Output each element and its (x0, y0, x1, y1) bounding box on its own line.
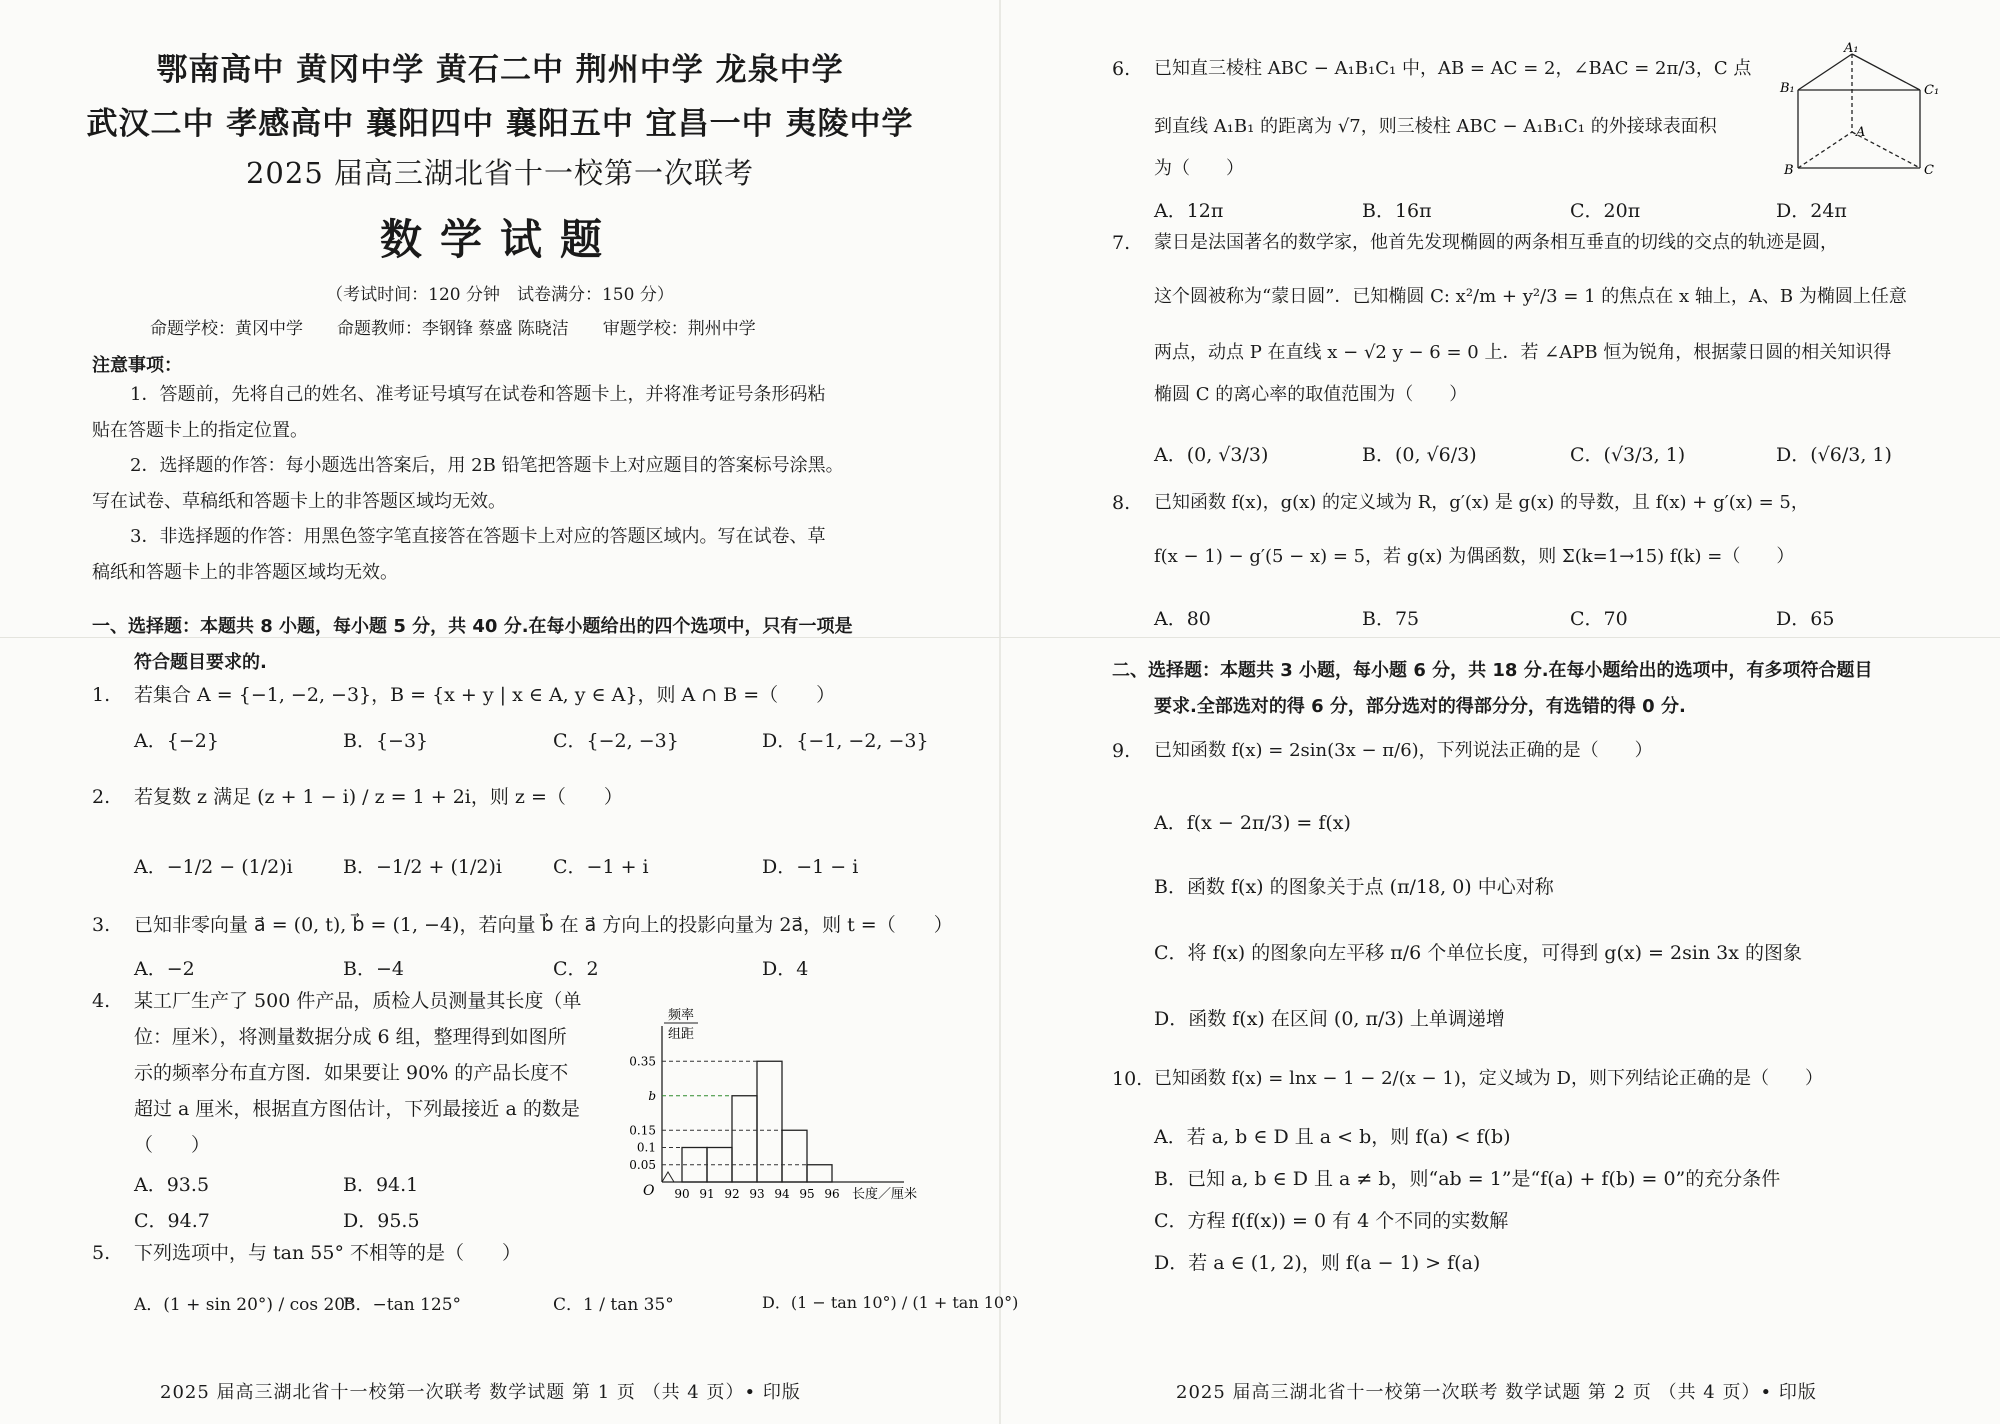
histogram-xlabel: 长度／厘米 (852, 1187, 918, 1202)
q8-option-d: D．65 (1776, 608, 1835, 630)
vertex-a: A (1856, 125, 1866, 140)
histogram-ylabel-bottom: 组距 (668, 1027, 695, 1042)
q9-option-b: B．函数 f(x) 的图象关于点 (π/18, 0) 中心对称 (1154, 876, 1554, 898)
histogram-axes (662, 1026, 904, 1182)
q1-option-a: A．{−2} (134, 730, 219, 752)
q3-option-c: C．2 (553, 958, 599, 980)
exam-info: （考试时间：120 分钟 试卷满分：150 分） (326, 285, 674, 305)
section-2-heading-cont: 要求.全部选对的得 6 分，部分选对的得部分分，有选错的得 0 分. (1154, 696, 1686, 717)
q2-option-a: A．−1/2 − (1/2)i (134, 856, 293, 878)
q10-option-b: B．已知 a, b ∈ D 且 a ≠ b，则“ab = 1”是“f(a) + f(b) = 0”的充分条件 (1154, 1168, 1781, 1190)
section-1-heading: 一、选择题：本题共 8 小题，每小题 5 分，共 40 分.在每小题给出的四个选项中，只有一项是 (92, 616, 853, 637)
schools-line-2: 武汉二中 孝感高中 襄阳四中 襄阳五中 宜昌一中 夷陵中学 (86, 106, 914, 142)
histogram-x-tick-label: 92 (724, 1187, 740, 1201)
question-10-stem: 已知函数 f(x) = lnx − 1 − 2/(x − 1)，定义域为 D，则下列结论正确的是（ ） (1154, 1068, 1823, 1089)
histogram-y-tick-label: 0.1 (636, 1140, 656, 1155)
q7-option-d: D．(√6/3, 1) (1776, 444, 1892, 466)
q7-option-b: B．(0, √6/3) (1362, 444, 1477, 466)
notice-item-1-cont: 贴在答题卡上的指定位置。 (92, 420, 308, 441)
vertex-c: C (1924, 163, 1934, 178)
question-8-line-1: 已知函数 f(x)，g(x) 的定义域为 R，g′(x) 是 g(x) 的导数，且 f(x) + g′(x) = 5， (1154, 492, 1809, 513)
q7-option-a: A．(0, √3/3) (1154, 444, 1269, 466)
q9-option-d: D．函数 f(x) 在区间 (0, π/3) 上单调递增 (1154, 1008, 1505, 1030)
question-3-stem: 已知非零向量 a⃗ = (0, t), b⃗ = (1, −4)，若向量 b⃗ 在 a⃗ 方向上的投影向量为 2a⃗，则 t =（ ） (134, 914, 953, 936)
q10-option-d: D．若 a ∈ (1, 2)，则 f(a − 1) > f(a) (1154, 1252, 1481, 1274)
histogram-bar (757, 1061, 782, 1182)
notice-heading: 注意事项： (92, 355, 182, 376)
q3-option-d: D．4 (762, 958, 809, 980)
question-4-line-4: 超过 a 厘米，根据直方图估计，下列最接近 a 的数是 (134, 1098, 580, 1120)
histogram-x-tick-label: 96 (824, 1187, 840, 1201)
question-4-line-2: 位：厘米），将测量数据分成 6 组，整理得到如图所 (134, 1026, 567, 1048)
q8-option-a: A．80 (1154, 608, 1211, 630)
section-1-heading-cont: 符合题目要求的. (134, 652, 267, 673)
q6-option-d: D．24π (1776, 200, 1847, 222)
q8-option-b: B．75 (1362, 608, 1420, 630)
histogram-x-tick-label: 91 (699, 1187, 715, 1201)
q4-option-c: C．94.7 (134, 1210, 210, 1232)
q6-option-c: C．20π (1570, 200, 1641, 222)
section-2-heading: 二、选择题：本题共 3 小题，每小题 6 分，共 18 分.在每小题给出的选项中，有多项符合题目 (1112, 660, 1873, 681)
histogram-bar (782, 1130, 807, 1182)
prism-edge (1798, 54, 1852, 90)
question-6-line-1: 已知直三棱柱 ABC − A₁B₁C₁ 中，AB = AC = 2，∠BAC = 2π/3，C 点 (1154, 58, 1752, 79)
question-4-line-3: 示的频率分布直方图．如果要让 90% 的产品长度不 (134, 1062, 569, 1084)
vertex-c1: C₁ (1924, 83, 1940, 98)
histogram-bar (807, 1165, 832, 1182)
question-7-line-3: 两点，动点 P 在直线 x − √2 y − 6 = 0 上．若 ∠APB 恒为锐角，根据蒙日圆的相关知识得 (1154, 342, 1892, 363)
question-number: 2. (92, 786, 111, 808)
q5-option-c: C．1 / tan 35° (553, 1295, 674, 1315)
q3-option-a: A．−2 (134, 958, 195, 980)
exam-name: 2025 届高三湖北省十一校第一次联考 (245, 156, 755, 190)
q4-option-a: A．93.5 (134, 1174, 210, 1196)
footer-page-2: 2025 届高三湖北省十一校第一次联考 数学试题 第 2 页 （共 4 页）• 印版 (1176, 1382, 1817, 1403)
histogram-x-ticks (674, 1187, 839, 1201)
prism-hidden-edge (1798, 132, 1852, 168)
question-9-stem: 已知函数 f(x) = 2sin(3x − π/6)，下列说法正确的是（ ） (1154, 740, 1653, 761)
q1-option-d: D．{−1, −2, −3} (762, 730, 929, 752)
q1-option-c: C．{−2, −3} (553, 730, 679, 752)
question-number: 4. (92, 990, 111, 1012)
q5-option-a: A．(1 + sin 20°) / cos 20° (134, 1295, 354, 1315)
q4-option-b: B．94.1 (343, 1174, 419, 1196)
footer-page-1: 2025 届高三湖北省十一校第一次联考 数学试题 第 1 页 （共 4 页）• 印版 (160, 1382, 801, 1403)
question-6-line-3: 为（ ） (1154, 158, 1244, 179)
q9-option-a: A．f(x − 2π/3) = f(x) (1154, 812, 1351, 834)
histogram-x-tick-label: 94 (774, 1187, 790, 1201)
histogram-y-tick-label: 0.05 (629, 1157, 656, 1172)
question-number: 9. (1112, 740, 1131, 762)
question-1-stem: 若集合 A = {−1, −2, −3}，B = {x + y | x ∈ A, y ∈ A}，则 A ∩ B =（ ） (134, 684, 836, 706)
q1-option-b: B．{−3} (343, 730, 429, 752)
notice-item-2-cont: 写在试卷、草稿纸和答题卡上的非答题区域均无效。 (92, 491, 506, 512)
histogram-bars (682, 1061, 832, 1182)
schools-line-1: 鄂南高中 黄冈中学 黄石二中 荆州中学 龙泉中学 (156, 52, 844, 88)
prism-figure (1778, 40, 1948, 180)
vertex-b: B (1784, 163, 1794, 178)
histogram-y-tick-label: 0.15 (629, 1123, 656, 1138)
q4-option-d: D．95.5 (343, 1210, 420, 1232)
page-title: 数学试题 (379, 215, 620, 264)
question-number: 1. (92, 684, 111, 706)
question-7-line-1: 蒙日是法国著名的数学家，他首先发现椭圆的两条相互垂直的切线的交点的轨迹是圆， (1154, 232, 1838, 253)
prism-edge (1852, 54, 1920, 90)
notice-item-3: 3．非选择题的作答：用黑色签字笔直接答在答题卡上对应的答题区域内。写在试卷、草 (130, 526, 826, 547)
q5-option-b: B．−tan 125° (343, 1295, 462, 1315)
page-2 (1000, 0, 2000, 1424)
question-7-line-4: 椭圆 C 的离心率的取值范围为（ ） (1154, 384, 1468, 405)
histogram-x-tick-label: 95 (799, 1187, 815, 1201)
q2-option-c: C．−1 + i (553, 856, 649, 878)
question-number: 6. (1112, 58, 1131, 80)
question-number: 7. (1112, 232, 1131, 254)
histogram-y-tick-label: b (648, 1088, 656, 1103)
q2-option-d: D．−1 − i (762, 856, 859, 878)
histogram-x-tick-label: 90 (674, 1187, 690, 1201)
histogram-y-ticks (629, 1054, 807, 1172)
q10-option-a: A．若 a, b ∈ D 且 a < b，则 f(a) < f(b) (1154, 1126, 1511, 1148)
q3-option-b: B．−4 (343, 958, 404, 980)
notice-item-3-cont: 稿纸和答题卡上的非答题区域均无效。 (92, 562, 398, 583)
vertex-a1: A₁ (1844, 41, 1859, 56)
question-number: 3. (92, 914, 111, 936)
q7-option-c: C．(√3/3, 1) (1570, 444, 1686, 466)
question-number: 10. (1112, 1068, 1143, 1090)
question-number: 8. (1112, 492, 1131, 514)
question-2-stem: 若复数 z 满足 (z + 1 − i) / z = 1 + 2i，则 z =（ ） (134, 786, 623, 808)
question-7-line-2: 这个圆被称为“蒙日圆”．已知椭圆 C: x²/m + y²/3 = 1 的焦点在 x 轴上，A、B 为椭圆上任意 (1154, 286, 1907, 307)
histogram-axis-break (662, 1172, 674, 1182)
question-number: 5. (92, 1242, 111, 1264)
q6-option-a: A．12π (1154, 200, 1224, 222)
histogram-y-tick-label: 0.35 (629, 1054, 656, 1069)
notice-item-2: 2．选择题的作答：每小题选出答案后，用 2B 铅笔把答题卡上对应题目的答案标号涂黑。 (130, 455, 844, 476)
authors: 命题学校：黄冈中学 命题教师：李钢锋 蔡盛 陈晓洁 审题学校：荆州中学 (150, 319, 756, 339)
histogram-x-tick-label: 93 (749, 1187, 765, 1201)
histogram-bar (732, 1096, 757, 1182)
q5-option-d: D．(1 − tan 10°) / (1 + tan 10°) (762, 1293, 1019, 1312)
question-6-line-2: 到直线 A₁B₁ 的距离为 √7，则三棱柱 ABC − A₁B₁C₁ 的外接球表面积 (1154, 116, 1717, 137)
q9-option-c: C．将 f(x) 的图象向左平移 π/6 个单位长度，可得到 g(x) = 2sin 3x 的图象 (1154, 942, 1803, 964)
q2-option-b: B．−1/2 + (1/2)i (343, 856, 502, 878)
frequency-histogram (612, 1004, 942, 1204)
question-4-line-1: 某工厂生产了 500 件产品，质检人员测量其长度（单 (134, 990, 582, 1012)
question-8-line-2: f(x − 1) − g′(5 − x) = 5，若 g(x) 为偶函数，则 Σ(k=1→15) f(k) =（ ） (1154, 546, 1795, 567)
notice-item-1: 1．答题前，先将自己的姓名、准考证号填写在试卷和答题卡上，并将准考证号条形码粘 (130, 384, 826, 405)
q10-option-c: C．方程 f(f(x)) = 0 有 4 个不同的实数解 (1154, 1210, 1509, 1232)
question-4-line-5: （ ） (134, 1134, 211, 1156)
q6-option-b: B．16π (1362, 200, 1432, 222)
histogram-ylabel-top: 频率 (668, 1008, 695, 1023)
histogram-origin: O (643, 1183, 655, 1199)
vertex-b1: B₁ (1780, 81, 1795, 96)
q8-option-c: C．70 (1570, 608, 1628, 630)
question-5-stem: 下列选项中，与 tan 55° 不相等的是（ ） (134, 1242, 521, 1264)
